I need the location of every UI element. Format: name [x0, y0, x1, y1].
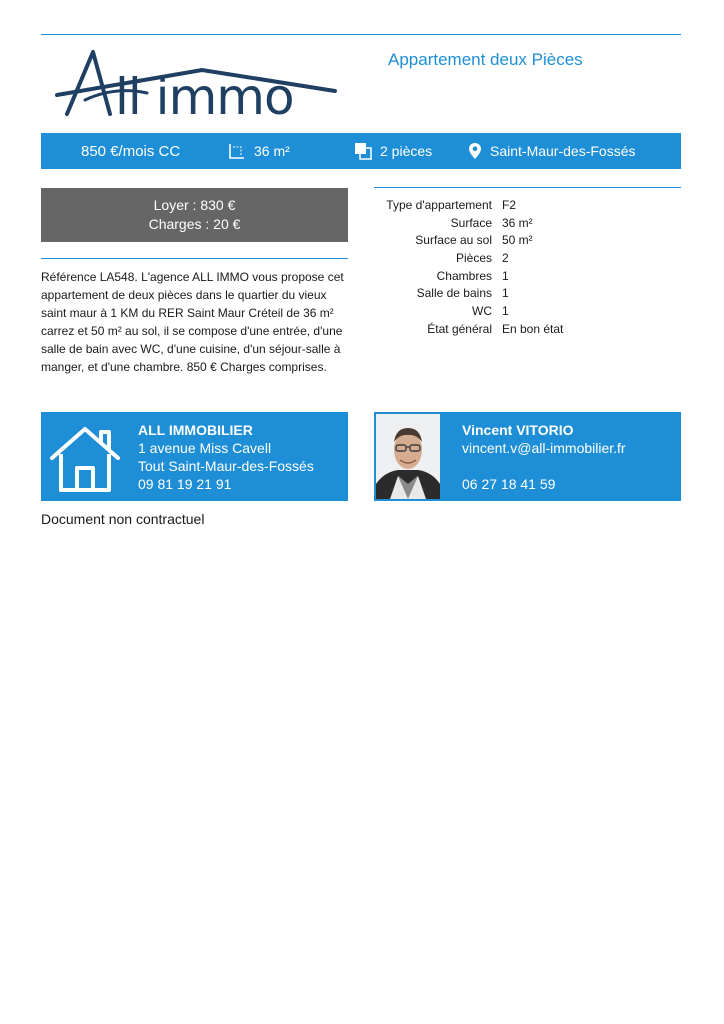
- house-icon: [49, 424, 121, 492]
- spec-value: 1: [502, 304, 509, 319]
- rent-amount: Loyer : 830 €: [153, 197, 236, 213]
- rooms-item: [354, 133, 432, 169]
- surface-icon: [228, 142, 246, 160]
- spec-value: 36 m²: [502, 215, 533, 230]
- spec-label: Surface: [450, 215, 492, 230]
- spec-label: Type d'appartement: [386, 198, 492, 212]
- spec-label: Chambres: [436, 268, 492, 283]
- agent-portrait-icon: [376, 414, 440, 499]
- agent-email[interactable]: vincent.v@all-immobilier.fr: [462, 440, 626, 456]
- agent-name: Vincent VITORIO: [462, 422, 574, 438]
- agency-card: [41, 412, 348, 501]
- spec-value: 1: [502, 268, 509, 283]
- spec-row: [374, 303, 681, 321]
- spec-row: [374, 197, 681, 215]
- spec-label: Surface au sol: [415, 233, 492, 248]
- spec-label: Salle de bains: [416, 286, 492, 301]
- spec-row: [374, 285, 681, 303]
- agency-address-line1: 1 avenue Miss Cavell: [138, 440, 272, 456]
- svg-text:ll immo: ll immo: [115, 68, 294, 126]
- rooms-value: 2 pièces: [380, 143, 433, 159]
- left-divider: [41, 258, 348, 259]
- spec-row: [374, 268, 681, 286]
- agency-name: ALL IMMOBILIER: [138, 422, 253, 438]
- right-divider: [374, 187, 681, 188]
- spec-row: [374, 232, 681, 250]
- description: Référence LA548. L'agence ALL IMMO vous propose cet appartement de deux pièces dans le quartier du vieux saint maur à 1 KM du RER Saint Maur Créteil de 36 m² carrez et 50 m² au sol, il se compose d'une entrée, d'une salle de bain avec WC, d'une cuisine, d'un séjour-salle à manger, et d'une chambre. 850 € Charges comprises.: [41, 270, 344, 374]
- spec-label: État général: [427, 321, 492, 336]
- rooms-icon: [354, 142, 372, 160]
- spec-row: [374, 321, 681, 339]
- spec-value: 1: [502, 286, 509, 301]
- agent-photo: [376, 414, 440, 499]
- spec-value: 50 m²: [502, 233, 533, 248]
- location-pin-icon: [468, 142, 482, 160]
- listing-title: Appartement deux Pièces: [388, 50, 583, 69]
- specs-table: [374, 197, 681, 339]
- agency-phone[interactable]: 09 81 19 21 91: [138, 476, 232, 492]
- summary-band: [41, 133, 681, 169]
- disclaimer: Document non contractuel: [41, 511, 205, 527]
- spec-value: En bon état: [502, 321, 564, 336]
- agency-address-line2: Tout Saint-Maur-des-Fossés: [138, 458, 314, 474]
- spec-label: Pièces: [455, 251, 492, 266]
- agent-card: [374, 412, 681, 501]
- spec-row: [374, 215, 681, 233]
- spec-label: WC: [472, 304, 492, 319]
- city-item: [468, 133, 636, 169]
- area-value: 36 m²: [254, 143, 290, 159]
- area-item: [228, 133, 290, 169]
- all-immo-logo: [55, 46, 340, 126]
- spec-value: 2: [502, 251, 509, 266]
- top-divider: [41, 34, 681, 35]
- rent-box: [41, 188, 348, 242]
- spec-value: F2: [502, 198, 517, 212]
- agent-phone[interactable]: 06 27 18 41 59: [462, 476, 556, 492]
- spec-row: [374, 250, 681, 268]
- price: 850 €/mois CC: [81, 142, 181, 160]
- city-value: Saint-Maur-des-Fossés: [490, 143, 636, 159]
- charges-amount: Charges : 20 €: [148, 216, 241, 232]
